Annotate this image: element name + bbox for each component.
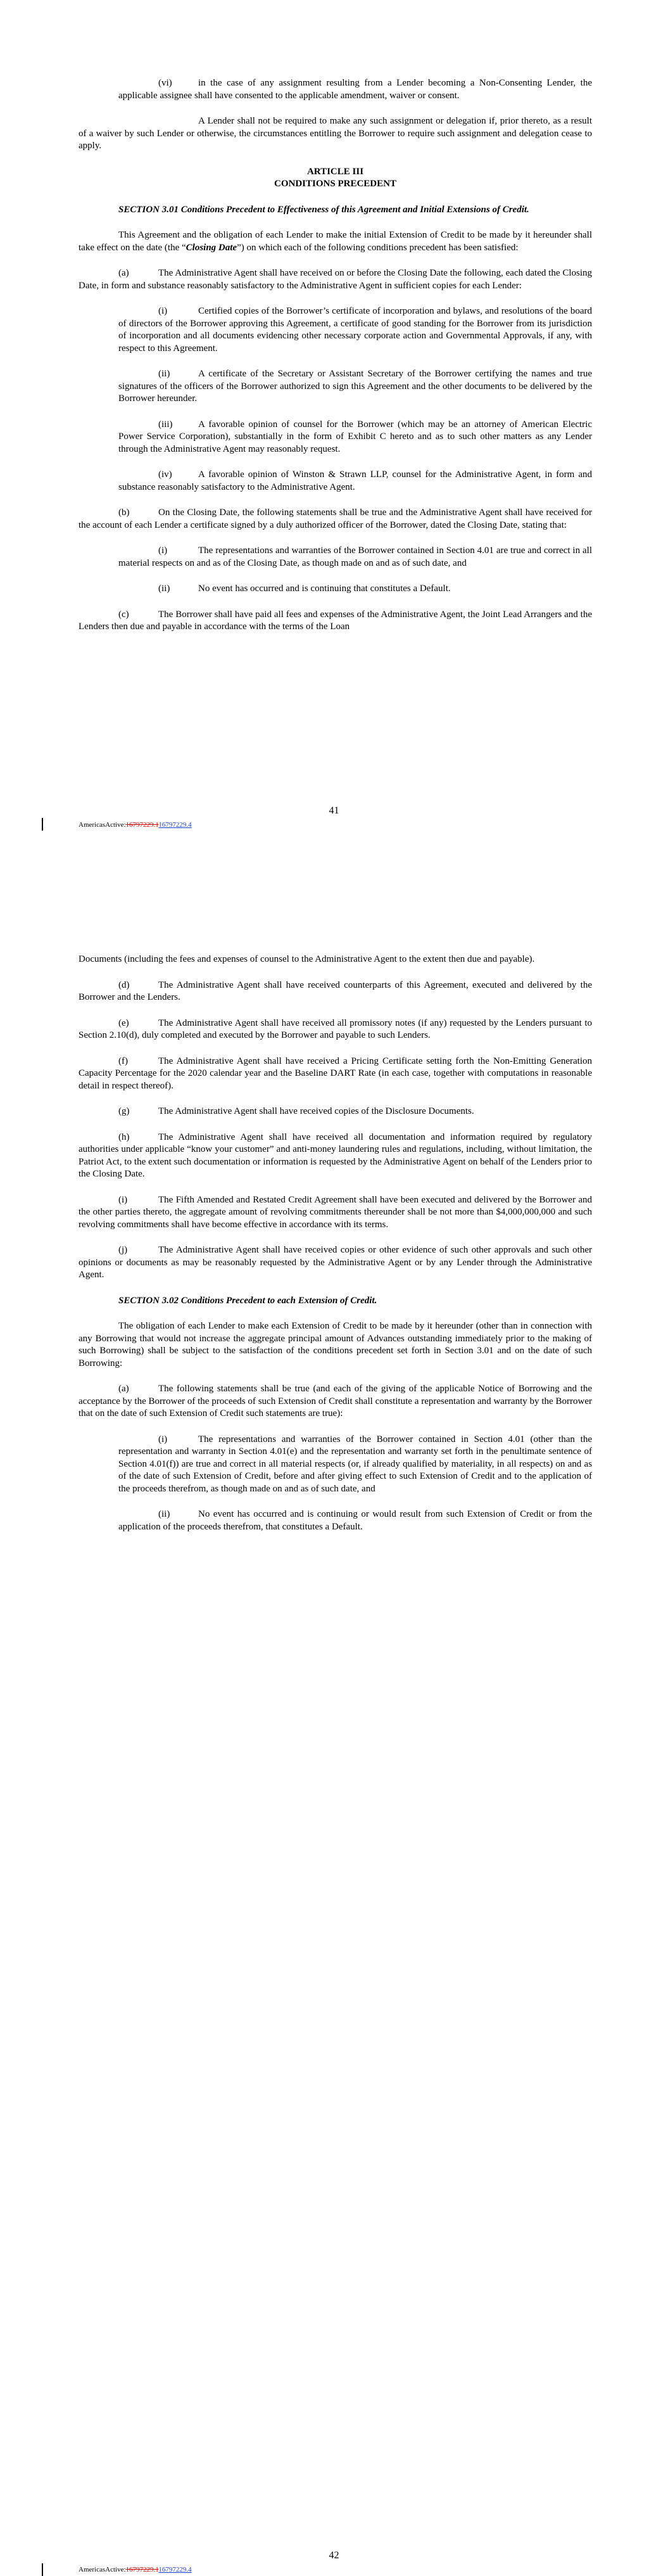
clause-label: (ii) (158, 369, 170, 379)
clause-text: Certified copies of the Borrower’s certificate of incorporation and bylaws, and resolutions of the board of directors of the Borrower approving this Agreement, a certificate of good standing for the Borrower from its jurisdiction of incorporation and all documents evidencing other necessary corporate action and Governmental Approvals, if any, with respect to this Agreement. (118, 306, 592, 354)
clause-text: The Administrative Agent shall have received counterparts of this Agreement, executed and delivered by the Borrower and the Lenders. (79, 979, 592, 1002)
clause-label: (iv) (158, 469, 172, 480)
clause-j (79, 1244, 592, 1282)
clause-a-iv (118, 469, 592, 494)
footer-deleted-id: 16797229.1 (125, 821, 159, 829)
article-title: ARTICLE III (306, 166, 364, 177)
clause-label: (a) (118, 268, 129, 278)
document-footer (79, 821, 192, 829)
clause-b-i (118, 545, 592, 570)
page-content (79, 953, 592, 1546)
clause-text: The Borrower shall have paid all fees and expenses of the Administrative Agent, the Joint Lead Arrangers and the Lenders then due and payable in accordance with the terms of the Loan (79, 609, 592, 632)
clause-b (79, 507, 592, 532)
intro-text-after: ”) on which each of the following conditions precedent has been satisfied: (237, 242, 519, 253)
clause-label: (d) (118, 979, 130, 990)
clause-text: The Administrative Agent shall have received copies or other evidence of such other approvals and such other opinions or documents as may be reasonably requested by the Administrative Agent or by any Lender through the Administrative Agent. (79, 1245, 592, 1280)
article-heading (79, 166, 592, 191)
clause-text: The Administrative Agent shall have received copies of the Disclosure Documents. (158, 1106, 474, 1116)
clause-text: No event has occurred and is continuing that constitutes a Default. (198, 583, 451, 594)
clause-text: The Administrative Agent shall have received on or before the Closing Date the following, each dated the Closing Date, in form and substance reasonably satisfactory to the Administrative Agent in sufficient copies for each Lender: (79, 268, 592, 291)
clause-text: On the Closing Date, the following statements shall be true and the Administrative Agent shall have received for the account of each Lender a certificate signed by a duly authorized officer of the Borrower, dated the Closing Date, stating that: (79, 507, 592, 530)
clause-label: (ii) (158, 1509, 170, 1519)
clause-label: (vi) (158, 78, 172, 88)
clause-text: in the case of any assignment resulting from a Lender becoming a Non-Consenting Lender, the applicable assignee shall have consented to the applicable amendment, waiver or consent. (118, 78, 592, 101)
document-footer (79, 2566, 192, 2573)
section-3-02-intro: The obligation of each Lender to make each Extension of Credit to be made by it hereunder (other than in connection with any Borrowing that would not increase the aggregate principal amount of Advances outstanding immediately prior to the making of such Borrowing) shall be subject to the satisfaction of the conditions precedent set forth in Section 3.01 and on the date of such Borrowing: (79, 1321, 592, 1368)
clause-e (79, 1017, 592, 1042)
footer-prefix: AmericasActive: (79, 821, 126, 829)
clause-c-continued: Documents (including the fees and expenses of counsel to the Administrative Agent to the extent then due and payable). (79, 954, 535, 964)
clause-label: (f) (118, 1055, 128, 1066)
change-bar (42, 2563, 43, 2576)
clause-f (79, 1055, 592, 1093)
change-bar (42, 818, 43, 831)
article-subtitle: CONDITIONS PRECEDENT (274, 179, 396, 189)
defined-term-closing-date: Closing Date (186, 242, 237, 253)
clause-label: (i) (158, 306, 168, 316)
clause-label: (i) (158, 1434, 168, 1444)
document-page-42 (0, 868, 668, 2573)
clause-text: No event has occurred and is continuing or would result from such Extension of Credit or from the application of the proceeds therefrom, that constitutes a Default. (118, 1509, 592, 1532)
footer-inserted-id: 16797229.4 (158, 2566, 192, 2573)
document-page-41 (0, 0, 668, 855)
clause-a (79, 267, 592, 292)
page-number: 41 (329, 805, 339, 816)
page-number: 42 (329, 2550, 339, 2561)
footer-inserted-id: 16797229.4 (158, 821, 192, 829)
clause-text: The Administrative Agent shall have received a Pricing Certificate setting forth the Non-Emitting Generation Capacity Percentage for the 2020 calendar year and the Baseline DART Rate (in each case, together with computations in reasonable detail in respect thereof). (79, 1055, 592, 1091)
clause-text: The Administrative Agent shall have received all documentation and information required by regulatory authorities under applicable “know your customer” and anti-money laundering rules and regulations, including, without limitation, the Patriot Act, to the extent such documentation or information is requested by the Administrative Agent on behalf of the Lenders prior to the Closing Date. (79, 1132, 592, 1179)
clause-vi (118, 77, 592, 102)
clause-302-a (79, 1383, 592, 1420)
clause-text: The Administrative Agent shall have received all promissory notes (if any) requested by the Lenders pursuant to Section 2.10(d), duly completed and executed by the Borrower and payable to such Lenders. (79, 1017, 592, 1040)
clause-i (79, 1194, 592, 1232)
section-3-02-heading: SECTION 3.02 Conditions Precedent to each Extension of Credit. (118, 1295, 377, 1306)
clause-a-iii (118, 419, 592, 456)
clause-text: The following statements shall be true (and each of the giving of the applicable Notice of Borrowing and the acceptance by the Borrower of the proceeds of such Extension of Credit shall constitute a representation and warranty by the Borrower that on the date of such Extension of Credit such statements are true): (79, 1384, 592, 1419)
clause-text: A certificate of the Secretary or Assistant Secretary of the Borrower certifying the names and true signatures of the officers of the Borrower authorized to sign this Agreement and the other documents to be delivered by the Borrower hereunder. (118, 369, 592, 404)
clause-g (79, 1106, 592, 1118)
clause-302-a-ii (118, 1508, 592, 1533)
section-3-01-intro (79, 229, 592, 254)
clause-label: (b) (118, 507, 130, 518)
clause-label: (e) (118, 1017, 129, 1028)
clause-label: (ii) (158, 583, 170, 594)
clause-text: The representations and warranties of the Borrower contained in Section 4.01 (other than the representation and warranty in Section 4.01(e) and the representation and warranty set forth in the penultimate sentence of Section 4.01(f)) are true and correct in all material respects (or, if already qualified by materiality, in all respects) on and as of the date of such Extension of Credit, before and after giving effect to such Extension of Credit and to the application of the proceeds therefrom, as though made on and as of such date, and (118, 1434, 592, 1494)
clause-text: A favorable opinion of Winston & Strawn LLP, counsel for the Administrative Agent, in form and substance reasonably satisfactory to the Administrative Agent. (118, 469, 592, 492)
clause-c (79, 609, 592, 634)
clause-h (79, 1132, 592, 1181)
clause-label: (a) (118, 1384, 129, 1394)
clause-text: The Fifth Amended and Restated Credit Agreement shall have been executed and delivered by the Borrower and the other parties thereto, the aggregate amount of revolving commitments thereunder shall be not more than $4,000,000,000 and such revolving commitments shall have become effective in accordance with its terms. (79, 1194, 592, 1230)
clause-label: (c) (118, 609, 129, 620)
clause-text: The representations and warranties of the Borrower contained in Section 4.01 are true and correct in all material respects on and as of the Closing Date, as though made on and as of such date, and (118, 545, 592, 568)
intro-text-before: This Agreement and the obligation of each Lender to make the initial Extension of Credit to be made by it hereunder shall take effect on the date (the “ (79, 230, 592, 253)
section-3-01-heading: SECTION 3.01 Conditions Precedent to Effectiveness of this Agreement and Initial Extensions of Credit. (118, 204, 529, 215)
paragraph-lender-assignment: A Lender shall not be required to make any such assignment or delegation if, prior thereto, as a result of a waiver by such Lender or otherwise, the circumstances entitling the Borrower to require such assignment and delegation cease to apply. (79, 116, 592, 151)
clause-label: (i) (158, 545, 168, 556)
clause-label: (g) (118, 1106, 130, 1116)
clause-d (79, 979, 592, 1004)
clause-label: (iii) (158, 419, 173, 430)
clause-a-i (118, 305, 592, 355)
page-content (79, 77, 592, 647)
clause-a-ii (118, 368, 592, 405)
footer-deleted-id: 16797229.1 (125, 2566, 159, 2573)
footer-prefix: AmericasActive: (79, 2566, 126, 2573)
clause-label: (j) (118, 1245, 128, 1255)
clause-label: (h) (118, 1132, 130, 1142)
clause-b-ii (118, 583, 592, 596)
clause-text: A favorable opinion of counsel for the Borrower (which may be an attorney of American Electric Power Service Corporation), substantially in the form of Exhibit C hereto and as to such other matters as any Lender through the Administrative Agent may reasonably request. (118, 419, 592, 454)
clause-302-a-i (118, 1434, 592, 1496)
clause-label: (i) (118, 1194, 128, 1205)
